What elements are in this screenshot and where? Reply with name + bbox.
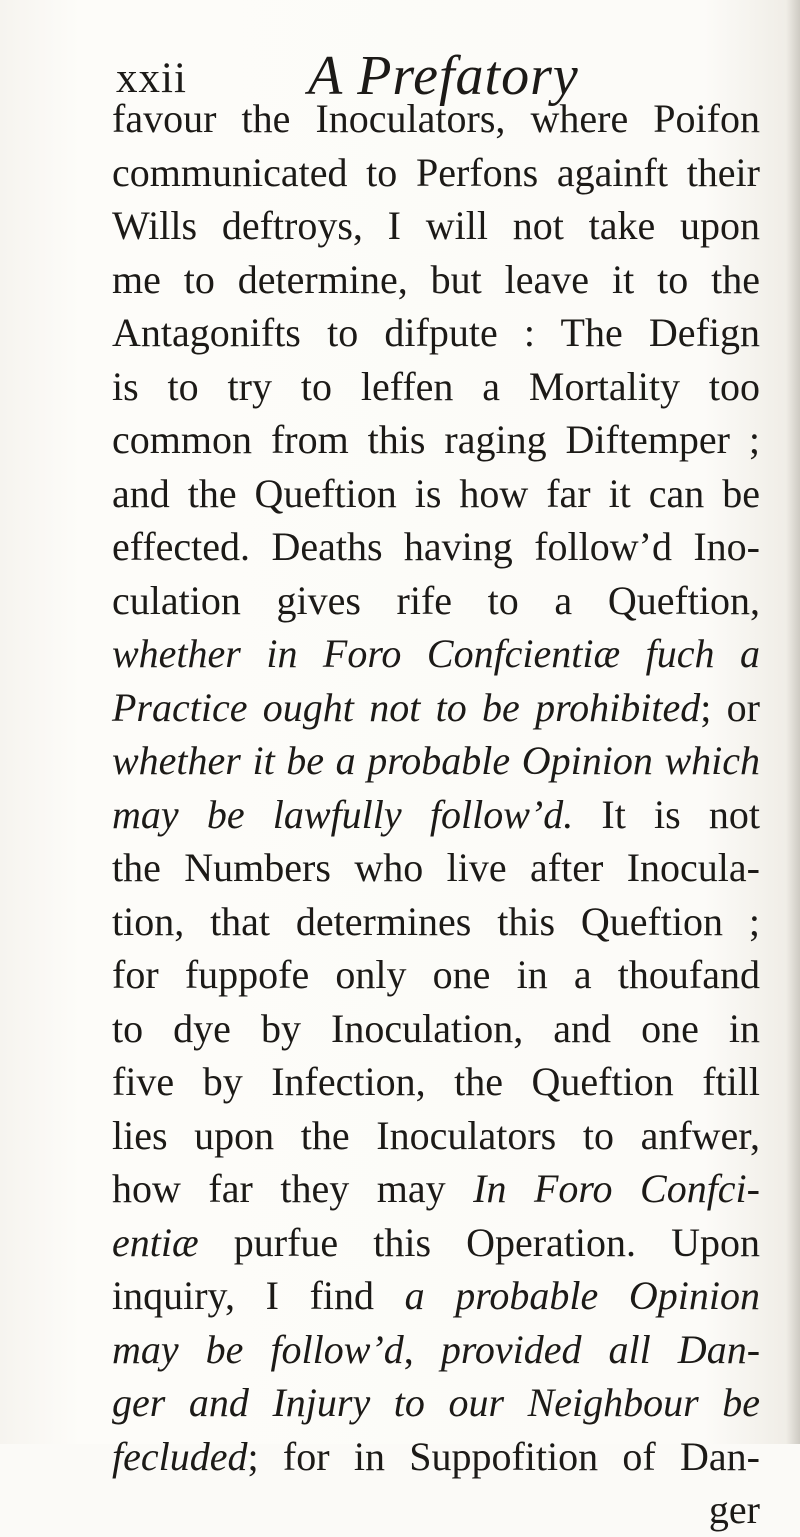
text-line: ger and Injury to our Neighbour be [112, 1380, 760, 1425]
page-number: xxii [116, 55, 187, 102]
text-line: culation gives rife to a Queftion, [112, 577, 760, 623]
text-line: whether in Foro Confcientiæ fuch a [112, 631, 760, 676]
text-line: Antagonifts to difpute : The Defign [112, 310, 760, 355]
text-line: the Numbers who live after Inocula- [112, 845, 760, 890]
text-line: me to determine, but leave it to the [112, 256, 760, 302]
text-line: favour the Inoculators, where Poifon [112, 96, 760, 141]
page-edge-shadow [786, 0, 800, 1444]
text-line: may be lawfully follow’d. It is not [112, 791, 761, 837]
text-line: and the Queftion is how far it can be [112, 470, 760, 516]
catchword: ger [708, 1487, 760, 1532]
running-head: A Prefatory [308, 45, 579, 107]
text-line: how far they may In Foro Confci- [112, 1166, 760, 1211]
text-line: effected. Deaths having follow’d Ino- [112, 524, 760, 569]
text-line: whether it be a probable Opinion which [112, 738, 760, 783]
text-line: for fuppofe only one in a thoufand [112, 952, 760, 997]
text-line: lies upon the Inoculators to anfwer, [112, 1112, 760, 1158]
text-line: Practice ought not to be prohibited; or [112, 684, 760, 730]
text-line: fecluded; for in Suppofition of Dan- [112, 1433, 760, 1479]
body-text [112, 92, 760, 1537]
text-line: inquiry, I find a probable Opinion [112, 1273, 761, 1318]
text-line: entiæ purfue this Operation. Upon [112, 1219, 760, 1265]
text-line: is to try to leffen a Mortality too [112, 363, 760, 409]
text-line: communicated to Perfons againft their [112, 149, 760, 195]
text-line: Wills deftroys, I will not take upon [112, 203, 760, 248]
text-line: five by Infection, the Queftion ftill [112, 1059, 760, 1104]
text-line: common from this raging Diftemper ; [112, 417, 760, 462]
text-line: to dye by Inoculation, and one in [112, 1005, 760, 1051]
text-line: tion, that determines this Queftion ; [112, 898, 760, 944]
text-line: may be follow’d, provided all Dan- [112, 1326, 761, 1372]
